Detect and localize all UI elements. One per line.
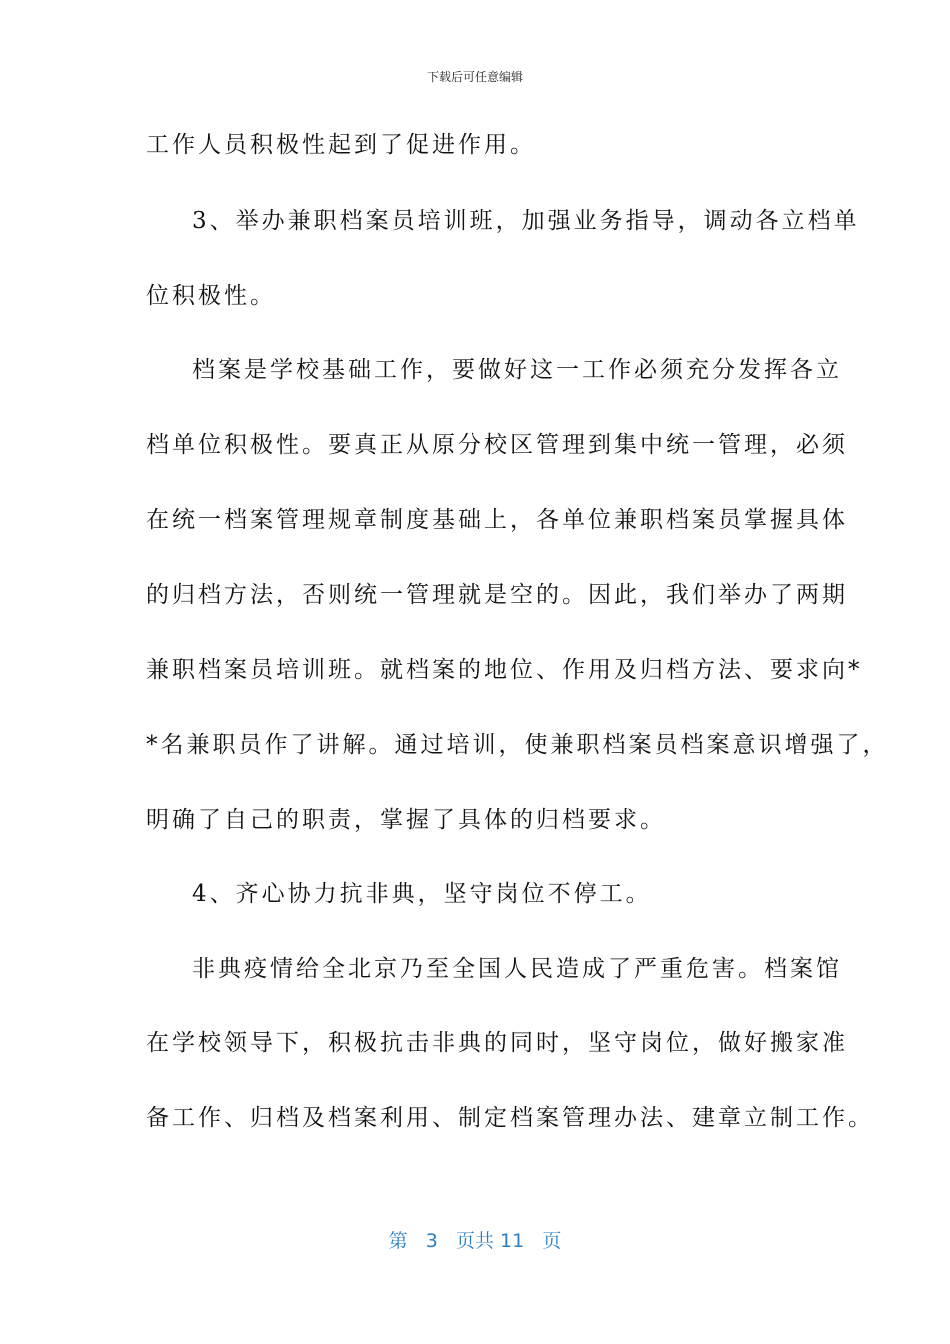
paragraph-line: 工作人员积极性起到了促进作用。 xyxy=(146,132,536,158)
paragraph-line: 4、齐心协力抗非典，坚守岗位不停工。 xyxy=(192,881,652,907)
footer-middle: 页共 xyxy=(455,1230,494,1252)
paragraph-line: 在学校领导下，积极抗击非典的同时，坚守岗位，做好搬家准 xyxy=(146,1030,848,1056)
paragraph-line: 明确了自己的职责，掌握了具体的归档要求。 xyxy=(146,807,666,833)
paragraph-line: 的归档方法，否则统一管理就是空的。因此，我们举办了两期 xyxy=(146,582,848,608)
footer-total-pages: 11 xyxy=(500,1230,525,1252)
paragraph-line: 位积极性。 xyxy=(146,283,276,309)
paragraph-line: 兼职档案员培训班。就档案的地位、作用及归档方法、要求向* xyxy=(146,657,863,683)
page-footer xyxy=(0,1226,950,1253)
paragraph-line: 在统一档案管理规章制度基础上，各单位兼职档案员掌握具体 xyxy=(146,507,848,533)
footer-prefix: 第 xyxy=(388,1230,408,1252)
footer-suffix: 页 xyxy=(542,1230,562,1252)
paragraph-line: 3、举办兼职档案员培训班，加强业务指导，调动各立档单 xyxy=(192,208,860,234)
header-note: 下载后可任意编辑 xyxy=(426,70,523,84)
paragraph-line: 备工作、归档及档案利用、制定档案管理办法、建章立制工作。 xyxy=(146,1105,874,1131)
paragraph-line: 档案是学校基础工作，要做好这一工作必须充分发挥各立 xyxy=(192,357,842,383)
paragraph-line: 非典疫情给全北京乃至全国人民造成了严重危害。档案馆 xyxy=(192,956,842,982)
footer-page-number: 3 xyxy=(425,1230,438,1252)
paragraph-line: *名兼职员作了讲解。通过培训，使兼职档案员档案意识增强了， xyxy=(146,732,889,758)
paragraph-line: 档单位积极性。要真正从原分校区管理到集中统一管理，必须 xyxy=(146,432,848,458)
